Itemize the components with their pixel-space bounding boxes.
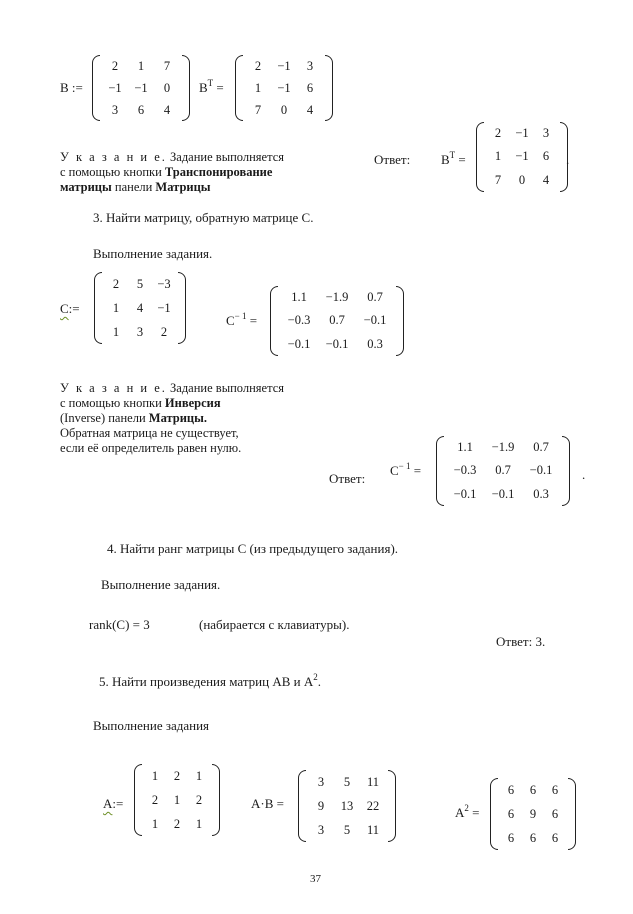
matrix-b-label: B := xyxy=(60,80,83,95)
matrix-cell: 1 xyxy=(151,816,159,831)
note-1-heading: У к а з а н и е. xyxy=(60,150,167,164)
matrix-cell: 1 xyxy=(151,768,159,783)
matrix-a2 xyxy=(490,778,576,850)
matrix-cell: 1 xyxy=(173,792,181,807)
matrix-cells xyxy=(102,272,178,344)
matrix-cell: 5 xyxy=(343,822,351,837)
task-3-exec: Выполнение задания. xyxy=(93,246,213,261)
matrix-right-bracket xyxy=(396,286,404,356)
matrix-cell: 3 xyxy=(136,324,144,339)
matrix-cell: 0 xyxy=(518,172,526,187)
matrix-c-label: C:= xyxy=(60,301,80,316)
answer-1-var: $B^T$ = xyxy=(441,150,466,167)
matrix-cell: 13 xyxy=(340,798,354,813)
matrix-cell: −1 xyxy=(277,80,291,95)
matrix-cells xyxy=(484,122,560,192)
matrix-cell: −1 xyxy=(515,149,529,164)
matrix-cell: 0.3 xyxy=(533,486,549,501)
matrix-cell: 1 xyxy=(112,324,120,339)
matrix-a xyxy=(134,764,220,836)
answer-3: Ответ: 3. xyxy=(496,634,546,649)
matrix-cell: 4 xyxy=(306,102,314,117)
matrix-cell: 0.7 xyxy=(329,313,345,328)
matrix-left-bracket xyxy=(476,122,484,192)
matrix-right-bracket xyxy=(325,55,333,121)
matrix-right-bracket xyxy=(178,272,186,344)
matrix-cell: 11 xyxy=(366,774,380,789)
matrix-bt-label: $B^T$ = xyxy=(199,78,224,95)
matrix-cell: 3 xyxy=(542,126,550,141)
matrix-cell: 0.7 xyxy=(495,463,511,478)
matrix-cell: 2 xyxy=(173,768,181,783)
matrix-right-bracket xyxy=(568,778,576,850)
matrix-cell: −1 xyxy=(277,58,291,73)
matrix-cell: 1.1 xyxy=(291,290,307,305)
matrix-b xyxy=(92,55,190,121)
matrix-cell: −1 xyxy=(515,126,529,141)
matrix-cell: 1.1 xyxy=(457,440,473,455)
matrix-right-bracket xyxy=(388,770,396,842)
matrix-cell: 0 xyxy=(280,102,288,117)
matrix-cell: −3 xyxy=(157,276,171,291)
answer-1-label: Ответ: xyxy=(374,152,411,167)
matrix-cell: −0.3 xyxy=(453,463,477,478)
matrix-cinv-label: $C^{- 1}$ = xyxy=(226,311,258,328)
matrix-cell: 3 xyxy=(306,58,314,73)
matrix-cells xyxy=(498,778,568,850)
matrix-cinv xyxy=(270,286,404,356)
matrix-cell: 9 xyxy=(317,798,325,813)
matrix-cell: 2 xyxy=(151,792,159,807)
matrix-cell: −0.1 xyxy=(453,486,477,501)
matrix-cell: −0.3 xyxy=(287,313,311,328)
matrix-cell: 22 xyxy=(366,798,380,813)
matrix-left-bracket xyxy=(490,778,498,850)
matrix-right-bracket xyxy=(562,436,570,506)
matrix-cell: −0.1 xyxy=(325,336,349,351)
matrix-cell: 6 xyxy=(551,806,559,821)
matrix-cell: −0.1 xyxy=(529,463,553,478)
answer-2-var: $C^{- 1}$ = xyxy=(390,461,422,478)
matrix-cell: 6 xyxy=(542,149,550,164)
matrix-cell: 1 xyxy=(137,58,145,73)
matrix-cell: 2 xyxy=(112,276,120,291)
matrix-cell: 2 xyxy=(254,58,262,73)
answer-1-matrix xyxy=(476,122,568,192)
matrix-cell: 1 xyxy=(195,816,203,831)
matrix-cell: 0 xyxy=(163,80,171,95)
matrix-cell: 4 xyxy=(136,300,144,315)
matrix-cell: 2 xyxy=(494,126,502,141)
matrix-cell: 1 xyxy=(195,768,203,783)
matrix-cell: 0.7 xyxy=(533,440,549,455)
matrix-cell: −0.1 xyxy=(287,336,311,351)
matrix-cell: 1 xyxy=(494,149,502,164)
matrix-cell: −1.9 xyxy=(325,290,349,305)
matrix-right-bracket xyxy=(212,764,220,836)
matrix-cell: 3 xyxy=(111,102,119,117)
matrix-cell: 6 xyxy=(137,102,145,117)
matrix-left-bracket xyxy=(92,55,100,121)
task-4-title: 4. Найти ранг матрицы С (из предыдущего задания). xyxy=(107,541,399,556)
matrix-cell: 6 xyxy=(507,782,515,797)
matrix-cell: 6 xyxy=(551,830,559,845)
matrix-right-bracket xyxy=(182,55,190,121)
matrix-cell: 3 xyxy=(317,822,325,837)
matrix-cells xyxy=(278,286,396,356)
rank-note: (набирается с клавиатуры). xyxy=(199,617,350,632)
matrix-cell: 7 xyxy=(163,58,171,73)
task-5-title: 5. Найти произведения матриц АВ и $А^2$. xyxy=(99,672,321,689)
matrix-cell: 7 xyxy=(494,172,502,187)
matrix-cell: −0.1 xyxy=(491,486,515,501)
matrix-cells xyxy=(243,55,325,121)
note-1: У к а з а н и е. Задание выполняется с помощью кнопки Транспонирование матрицы панели Матрицы xyxy=(60,150,284,194)
matrix-cell: 2 xyxy=(160,324,168,339)
answer-2-dot: . xyxy=(582,467,586,482)
matrix-bt xyxy=(235,55,333,121)
matrix-cell: 2 xyxy=(173,816,181,831)
matrix-cells xyxy=(100,55,182,121)
matrix-cell: 5 xyxy=(343,774,351,789)
matrix-cell: 0.3 xyxy=(367,336,383,351)
matrix-a-label: A:= xyxy=(103,796,124,811)
matrix-cell: 1 xyxy=(254,80,262,95)
matrix-cell: −1.9 xyxy=(491,440,515,455)
matrix-cell: −1 xyxy=(108,80,122,95)
matrix-cell: −1 xyxy=(157,300,171,315)
matrix-cell: 11 xyxy=(366,822,380,837)
task-4-exec: Выполнение задания. xyxy=(101,577,221,592)
matrix-cell: 2 xyxy=(111,58,119,73)
matrix-c xyxy=(94,272,186,344)
matrix-cell: 6 xyxy=(551,782,559,797)
answer-2-matrix xyxy=(436,436,570,506)
page-number: 37 xyxy=(310,873,321,885)
matrix-cell: 5 xyxy=(136,276,144,291)
matrix-cell: 7 xyxy=(254,102,262,117)
note-2: У к а з а н и е. Задание выполняется с помощью кнопки Инверсия (Inverse) панели Матрицы. Обратная матрица не существует, если её определитель равен нулю. xyxy=(60,381,284,455)
matrix-left-bracket xyxy=(298,770,306,842)
matrix-cell: 0.7 xyxy=(367,290,383,305)
matrix-cells xyxy=(306,770,388,842)
matrix-cell: 1 xyxy=(112,300,120,315)
matrix-cells xyxy=(142,764,212,836)
matrix-a2-label: $A^2$ = xyxy=(455,803,480,820)
matrix-cell: 4 xyxy=(542,172,550,187)
matrix-left-bracket xyxy=(235,55,243,121)
answer-2-label: Ответ: xyxy=(329,471,366,486)
matrix-cell: −0.1 xyxy=(363,313,387,328)
answer-1-dot: . xyxy=(566,152,570,167)
matrix-cell: 9 xyxy=(529,806,537,821)
matrix-cell: 6 xyxy=(507,830,515,845)
matrix-cell: 6 xyxy=(529,830,537,845)
matrix-left-bracket xyxy=(134,764,142,836)
matrix-cell: 6 xyxy=(306,80,314,95)
rank-expression: rank(C) = 3 xyxy=(89,617,150,632)
matrix-cell: 3 xyxy=(317,774,325,789)
task-3-title: 3. Найти матрицу, обратную матрице С. xyxy=(93,210,314,225)
matrix-left-bracket xyxy=(94,272,102,344)
matrix-cells xyxy=(444,436,562,506)
matrix-left-bracket xyxy=(436,436,444,506)
note-2-heading: У к а з а н и е. xyxy=(60,381,167,395)
matrix-cell: 2 xyxy=(195,792,203,807)
task-5-exec: Выполнение задания xyxy=(93,718,210,733)
matrix-cell: 4 xyxy=(163,102,171,117)
matrix-ab-label: A·B = xyxy=(251,796,284,811)
matrix-cell: −1 xyxy=(134,80,148,95)
matrix-ab xyxy=(298,770,396,842)
matrix-cell: 6 xyxy=(529,782,537,797)
matrix-cell: 6 xyxy=(507,806,515,821)
matrix-left-bracket xyxy=(270,286,278,356)
